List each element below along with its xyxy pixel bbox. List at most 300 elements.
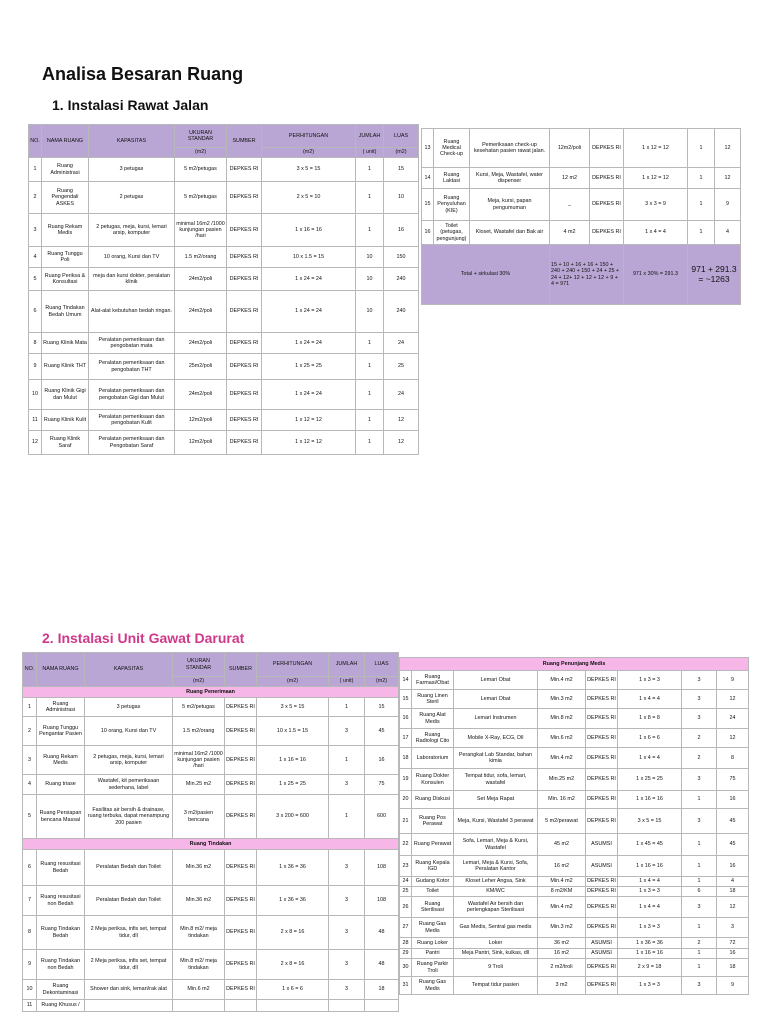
cell-luas: 150	[384, 247, 419, 268]
cell-no: 12	[29, 431, 42, 455]
cell-sumber: DEPKES RI	[227, 380, 262, 410]
table-row	[400, 834, 749, 856]
cell-no: 21	[400, 809, 412, 834]
total-sirkulasi: 971 x 30% = 291.3	[624, 245, 688, 305]
cell-nama: Ruang Klinik Mata	[42, 333, 89, 354]
cell-luas: 4	[715, 221, 741, 245]
rawat-jalan-table-continued	[421, 128, 741, 305]
cell-sumber: ASUMSI	[586, 938, 618, 949]
cell-no: 2	[29, 182, 42, 214]
cell-jumlah: 1	[682, 949, 717, 959]
cell-luas: 16	[717, 856, 749, 877]
cell-perhitungan: 1 x 4 = 4	[618, 897, 682, 918]
cell-luas: 15	[384, 158, 419, 182]
cell-sumber: DEPKES RI	[225, 886, 257, 916]
cell-luas: 18	[717, 959, 749, 977]
cell-kapasitas: KM/WC	[454, 887, 538, 897]
cell-ukuran: 3 m2	[538, 977, 586, 995]
cell-sumber: DEPKES RI	[225, 980, 257, 1000]
cell-perhitungan: 3 x 5 = 15	[618, 809, 682, 834]
cell-jumlah: 1	[682, 959, 717, 977]
cell-ukuran: minimal 16m2 /1000 kunjungan pasien /hari	[175, 214, 227, 247]
cell-jumlah: 1	[688, 221, 715, 245]
cell-luas	[365, 1000, 399, 1012]
cell-nama: Ruang Klinik THT	[42, 354, 89, 380]
cell-sumber: ASUMSI	[586, 834, 618, 856]
cell-sumber: DEPKES RI	[586, 977, 618, 995]
cell-jumlah: 3	[329, 717, 365, 746]
cell-luas: 16	[365, 746, 399, 775]
cell-ukuran: Min. 16 m2	[538, 791, 586, 809]
cell-kapasitas: Loker	[454, 938, 538, 949]
cell-jumlah: 1	[329, 795, 365, 839]
cell-perhitungan: 1 x 3 = 3	[618, 918, 682, 938]
cell-luas: 108	[365, 850, 399, 886]
cell-kapasitas: 2 Meja periksa, infis set, tempat tidur, dll	[85, 950, 173, 980]
table-row	[29, 268, 419, 291]
cell-ukuran: Min.3 m2	[538, 918, 586, 938]
cell-kapasitas: Meja, kursi, papan pengumuman	[470, 189, 550, 221]
cell-ukuran: Min.25 m2	[538, 769, 586, 791]
cell-ukuran: _	[550, 189, 590, 221]
cell-luas: 12	[715, 129, 741, 168]
cell-jumlah: 1	[356, 333, 384, 354]
cell-nama: Toilet (petugas, pengunjung)	[434, 221, 470, 245]
cell-nama: Ruang Medical Check-up	[434, 129, 470, 168]
cell-nama: Ruang Klinik Gigi dan Mulut	[42, 380, 89, 410]
col-nama: NAMA RUANG	[37, 653, 85, 687]
cell-perhitungan: 1 x 12 = 12	[262, 410, 356, 431]
cell-jumlah: 6	[682, 887, 717, 897]
cell-luas: 24	[384, 333, 419, 354]
cell-ukuran: 5 m2/perawat	[538, 809, 586, 834]
cell-sumber: DEPKES RI	[586, 877, 618, 887]
cell-perhitungan: 1 x 24 = 24	[262, 333, 356, 354]
cell-luas: 10	[384, 182, 419, 214]
page-title: Analisa Besaran Ruang	[42, 64, 244, 84]
cell-nama: Ruang Gas Medis	[412, 918, 454, 938]
cell-perhitungan: 3 x 3 = 9	[624, 189, 688, 221]
col-jumlah: JUMLAH	[356, 125, 384, 148]
cell-sumber: DEPKES RI	[586, 769, 618, 791]
cell-ukuran: 5 m2/petugas	[175, 158, 227, 182]
cell-kapasitas: Peralatan pemeriksaan dan pengobatan Gigi dan Mulut	[89, 380, 175, 410]
table-row	[400, 791, 749, 809]
cell-luas: 240	[384, 291, 419, 333]
cell-sumber: DEPKES RI	[586, 690, 618, 709]
cell-no: 22	[400, 834, 412, 856]
table-row	[400, 977, 749, 995]
table-row	[400, 938, 749, 949]
cell-ukuran: 16 m2	[538, 949, 586, 959]
cell-sumber: DEPKES RI	[227, 333, 262, 354]
table-row	[29, 380, 419, 410]
cell-kapasitas: Peralatan pemeriksaan dan Pengobatan Saraf	[89, 431, 175, 455]
cell-no: 5	[23, 795, 37, 839]
cell-ukuran: Min.36 m2	[173, 850, 225, 886]
cell-luas: 48	[365, 916, 399, 950]
cell-jumlah: 1	[688, 189, 715, 221]
cell-kapasitas: Peralatan Bedah dan Toilet	[85, 886, 173, 916]
cell-jumlah: 3	[329, 886, 365, 916]
cell-nama: Ruang triase	[37, 775, 85, 795]
cell-jumlah: 1	[329, 746, 365, 775]
cell-jumlah: 3	[682, 769, 717, 791]
table-row	[23, 1000, 399, 1012]
cell-ukuran: 1.5 m2/orang	[173, 717, 225, 746]
cell-perhitungan: 2 x 5 = 10	[262, 182, 356, 214]
cell-nama: Ruang Parkir Troli	[412, 959, 454, 977]
cell-sumber: DEPKES RI	[586, 671, 618, 690]
col-kapasitas: KAPASITAS	[89, 125, 175, 158]
ugd-penunjang-table	[399, 657, 749, 995]
cell-kapasitas: Shower dan sink, lemari/rak alat	[85, 980, 173, 1000]
cell-kapasitas: 10 orang, Kursi dan TV	[89, 247, 175, 268]
cell-jumlah: 1	[688, 129, 715, 168]
cell-sumber: DEPKES RI	[586, 709, 618, 729]
cell-ukuran: minimal 16m2 /1000 kunjungan pasien /hari	[173, 746, 225, 775]
cell-nama: Ruang Radiologi Cito	[412, 729, 454, 748]
section-rawat-jalan-title: 1. Instalasi Rawat Jalan	[52, 97, 209, 113]
cell-no: 25	[400, 887, 412, 897]
table-row	[400, 769, 749, 791]
cell-perhitungan: 1 x 6 = 6	[618, 729, 682, 748]
cell-sumber: DEPKES RI	[225, 916, 257, 950]
cell-ukuran: Min.4 m2	[538, 671, 586, 690]
cell-luas: 12	[384, 431, 419, 455]
cell-sumber: DEPKES RI	[586, 729, 618, 748]
cell-perhitungan: 1 x 16 = 16	[618, 791, 682, 809]
cell-jumlah: 1	[682, 856, 717, 877]
cell-kapasitas: Fasilitas air bersih & drainase, ruang terbuka, dapat menampung 200 pasien	[85, 795, 173, 839]
cell-jumlah: 3	[682, 690, 717, 709]
cell-ukuran: 24m2/poli	[175, 291, 227, 333]
cell-ukuran: 5 m2/petugas	[175, 182, 227, 214]
cell-perhitungan: 3 x 200 = 600	[257, 795, 329, 839]
cell-jumlah: 3	[329, 916, 365, 950]
rawat-jalan-table	[28, 124, 419, 455]
cell-ukuran: 36 m2	[538, 938, 586, 949]
cell-sumber	[225, 1000, 257, 1012]
cell-kapasitas: Pemeriksaan check-up kesehatan pasien rawat jalan.	[470, 129, 550, 168]
cell-no: 1	[23, 698, 37, 717]
cell-no: 15	[400, 690, 412, 709]
cell-sumber: DEPKES RI	[586, 897, 618, 918]
cell-perhitungan: 1 x 36 = 36	[257, 850, 329, 886]
cell-kapasitas: Kloset, Wastafel dan Bak air	[470, 221, 550, 245]
table-row	[23, 886, 399, 916]
cell-jumlah: 1	[356, 431, 384, 455]
cell-nama: Ruang resusitasi Bedah	[37, 850, 85, 886]
cell-sumber: DEPKES RI	[586, 809, 618, 834]
cell-jumlah: 2	[682, 748, 717, 769]
col-nama: NAMA RUANG	[42, 125, 89, 158]
cell-ukuran: 25m2/poli	[175, 354, 227, 380]
cell-kapasitas: Wastafel Air bersih dan perlengkapan Sterilisasi	[454, 897, 538, 918]
table-row	[400, 959, 749, 977]
cell-jumlah: 3	[682, 809, 717, 834]
cell-no: 30	[400, 959, 412, 977]
cell-sumber: DEPKES RI	[227, 431, 262, 455]
cell-no: 17	[400, 729, 412, 748]
cell-jumlah: 1	[356, 380, 384, 410]
cell-no: 8	[29, 333, 42, 354]
cell-no: 23	[400, 856, 412, 877]
cell-jumlah: 3	[682, 977, 717, 995]
table-row	[29, 247, 419, 268]
col-sumber: SUMBER	[227, 125, 262, 158]
cell-sumber: DEPKES RI	[586, 748, 618, 769]
cell-kapasitas: Gas Medis, Sentral gas medis	[454, 918, 538, 938]
col-jumlah-unit: ( unit)	[356, 148, 384, 158]
cell-ukuran: 16 m2	[538, 856, 586, 877]
cell-kapasitas: Meja, Kursi, Wastafel 3 perawat	[454, 809, 538, 834]
table-row	[400, 918, 749, 938]
cell-perhitungan: 1 x 16 = 16	[618, 856, 682, 877]
cell-kapasitas: Kursi, Meja, Wastafel, water dispenser	[470, 168, 550, 189]
cell-no: 7	[23, 886, 37, 916]
cell-sumber: DEPKES RI	[225, 775, 257, 795]
cell-sumber: DEPKES RI	[227, 410, 262, 431]
cell-perhitungan: 1 x 16 = 16	[618, 949, 682, 959]
cell-nama: Ruang Farmasi/Obat	[412, 671, 454, 690]
total-sum: 15 + 10 + 16 + 16 + 150 + 240 + 240 + 150 + 24 + 25 + 24 + 12+ 12 + 12 + 12 + 9 + 4 = 971	[550, 245, 624, 305]
cell-perhitungan: 2 x 9 = 18	[618, 959, 682, 977]
cell-kapasitas: 3 petugas	[85, 698, 173, 717]
cell-sumber: DEPKES RI	[225, 850, 257, 886]
group-penerimaan: Ruang Penerimaan	[23, 687, 399, 698]
cell-sumber: DEPKES RI	[227, 268, 262, 291]
cell-nama: Ruang Rekam Medis	[37, 746, 85, 775]
cell-sumber: DEPKES RI	[590, 168, 624, 189]
total-result: 971 + 291.3 = ~1263	[688, 245, 741, 305]
cell-sumber: DEPKES RI	[586, 887, 618, 897]
cell-kapasitas: Perangkat Lab Standar, bahan kimia	[454, 748, 538, 769]
cell-kapasitas	[85, 1000, 173, 1012]
cell-sumber: DEPKES RI	[225, 950, 257, 980]
cell-perhitungan: 1 x 6 = 6	[257, 980, 329, 1000]
cell-sumber: DEPKES RI	[586, 791, 618, 809]
cell-jumlah: 3	[329, 980, 365, 1000]
cell-sumber: ASUMSI	[586, 949, 618, 959]
cell-no: 15	[422, 189, 434, 221]
cell-ukuran	[173, 1000, 225, 1012]
cell-ukuran: Min.36 m2	[173, 886, 225, 916]
cell-perhitungan: 1 x 45 = 45	[618, 834, 682, 856]
cell-kapasitas: Tempat tidur, sofa, lemari, wastafel	[454, 769, 538, 791]
cell-no: 10	[23, 980, 37, 1000]
table-row	[400, 897, 749, 918]
cell-ukuran: 4 m2	[550, 221, 590, 245]
cell-no: 14	[400, 671, 412, 690]
cell-perhitungan: 1 x 36 = 36	[257, 886, 329, 916]
col-perhitungan: PERHITUNGAN	[257, 653, 329, 677]
cell-nama: Ruang Pengendali ASKES	[42, 182, 89, 214]
cell-perhitungan: 1 x 36 = 36	[618, 938, 682, 949]
cell-nama: Ruang Perawat	[412, 834, 454, 856]
cell-ukuran: Min.4 m2	[538, 877, 586, 887]
cell-ukuran: Min.8 m2/ meja tindakan	[173, 950, 225, 980]
table-row	[422, 168, 741, 189]
cell-kapasitas: 3 petugas	[89, 158, 175, 182]
cell-perhitungan: 1 x 3 = 3	[618, 671, 682, 690]
cell-no: 19	[400, 769, 412, 791]
cell-no: 28	[400, 938, 412, 949]
cell-nama: Ruang Dokter Konsulen	[412, 769, 454, 791]
cell-kapasitas: 9 Troli	[454, 959, 538, 977]
cell-luas: 48	[365, 950, 399, 980]
cell-sumber: DEPKES RI	[590, 129, 624, 168]
cell-luas: 75	[365, 775, 399, 795]
cell-no: 11	[29, 410, 42, 431]
cell-kapasitas: 2 Meja periksa, infis set, tempat tidur, dll	[85, 916, 173, 950]
cell-nama: Ruang Loker	[412, 938, 454, 949]
cell-no: 29	[400, 949, 412, 959]
cell-perhitungan: 1 x 12 = 12	[262, 431, 356, 455]
cell-kapasitas: Peralatan pemeriksaan dan pengobatan THT	[89, 354, 175, 380]
cell-kapasitas: Peralatan pemeriksaan dan pengobatan mata	[89, 333, 175, 354]
cell-kapasitas: Tempat tidur pasien	[454, 977, 538, 995]
table-row	[23, 795, 399, 839]
table-row	[400, 690, 749, 709]
col-luas: LUAS	[365, 653, 399, 677]
col-ukuran: UKURAN STANDAR	[175, 125, 227, 148]
cell-nama: Ruang Periksa & Konsultasi	[42, 268, 89, 291]
cell-ukuran: 24m2/poli	[175, 380, 227, 410]
cell-sumber: DEPKES RI	[227, 354, 262, 380]
table-row	[29, 158, 419, 182]
cell-ukuran: 12m2/poli	[175, 410, 227, 431]
cell-no: 6	[23, 850, 37, 886]
cell-perhitungan: 1 x 8 = 8	[618, 709, 682, 729]
cell-ukuran: Min.6 m2	[538, 729, 586, 748]
table-row	[23, 980, 399, 1000]
cell-perhitungan: 1 x 25 = 25	[262, 354, 356, 380]
total-row	[422, 245, 741, 305]
cell-luas: 25	[384, 354, 419, 380]
cell-ukuran: 45 m2	[538, 834, 586, 856]
col-no: NO.	[29, 125, 42, 158]
cell-perhitungan	[257, 1000, 329, 1012]
cell-ukuran: Min.6 m2	[173, 980, 225, 1000]
table-row	[23, 850, 399, 886]
cell-no: 11	[23, 1000, 37, 1012]
cell-nama: Ruang Linen Steril	[412, 690, 454, 709]
cell-nama: Ruang Tindakan non Bedah	[37, 950, 85, 980]
cell-jumlah: 3	[682, 671, 717, 690]
cell-luas: 24	[384, 380, 419, 410]
cell-ukuran: Min.4 m2	[538, 748, 586, 769]
cell-ukuran: 12m2/poli	[550, 129, 590, 168]
cell-ukuran: 12m2/poli	[175, 431, 227, 455]
cell-nama: Ruang Administrasi	[42, 158, 89, 182]
cell-luas: 12	[384, 410, 419, 431]
cell-perhitungan: 3 x 5 = 15	[262, 158, 356, 182]
cell-nama: Ruang Administrasi	[37, 698, 85, 717]
cell-no: 14	[422, 168, 434, 189]
cell-luas: 9	[715, 189, 741, 221]
cell-nama: Ruang Penyuluhan (KIE)	[434, 189, 470, 221]
table-row	[400, 809, 749, 834]
cell-sumber: DEPKES RI	[590, 189, 624, 221]
cell-ukuran: Min.3 m2	[538, 690, 586, 709]
cell-no: 20	[400, 791, 412, 809]
cell-perhitungan: 10 x 1.5 = 15	[257, 717, 329, 746]
table-row	[23, 717, 399, 746]
cell-jumlah: 1	[356, 182, 384, 214]
cell-jumlah: 10	[356, 291, 384, 333]
cell-luas: 18	[717, 887, 749, 897]
cell-ukuran: 2 m2/troli	[538, 959, 586, 977]
cell-kapasitas: Mobile X-Ray, ECG, Dll	[454, 729, 538, 748]
cell-luas: 12	[717, 729, 749, 748]
cell-no: 2	[23, 717, 37, 746]
col-perhitungan-unit: (m2)	[262, 148, 356, 158]
table-row	[400, 671, 749, 690]
cell-perhitungan: 1 x 4 = 4	[618, 877, 682, 887]
cell-jumlah: 1	[688, 168, 715, 189]
cell-jumlah: 1	[682, 877, 717, 887]
cell-perhitungan: 1 x 12 = 12	[624, 168, 688, 189]
cell-jumlah: 1	[356, 158, 384, 182]
cell-luas: 8	[717, 748, 749, 769]
section-ugd-title: 2. Instalasi Unit Gawat Darurat	[42, 630, 245, 646]
cell-luas: 16	[717, 949, 749, 959]
cell-luas: 3	[717, 918, 749, 938]
col-kapasitas: KAPASITAS	[85, 653, 173, 687]
cell-kapasitas: Peralatan pemeriksaan dan pengobatan Kulit	[89, 410, 175, 431]
cell-luas: 12	[717, 690, 749, 709]
cell-no: 18	[400, 748, 412, 769]
cell-nama: Ruang Klinik Kulit	[42, 410, 89, 431]
cell-ukuran: Min.8 m2	[538, 709, 586, 729]
cell-nama: Ruang Dekontaminasi	[37, 980, 85, 1000]
cell-jumlah: 1	[682, 834, 717, 856]
cell-perhitungan: 1 x 4 = 4	[618, 748, 682, 769]
cell-kapasitas: Peralatan Bedah dan Toilet	[85, 850, 173, 886]
cell-no: 13	[422, 129, 434, 168]
cell-jumlah: 1	[356, 410, 384, 431]
table-row	[29, 354, 419, 380]
cell-nama: Ruang Tunggu Pengantar Pasien	[37, 717, 85, 746]
cell-no: 26	[400, 897, 412, 918]
cell-nama: Ruang Kepala IGD	[412, 856, 454, 877]
cell-no: 10	[29, 380, 42, 410]
col-ukuran-unit: (m2)	[175, 148, 227, 158]
cell-jumlah: 3	[329, 775, 365, 795]
cell-sumber: DEPKES RI	[225, 795, 257, 839]
cell-kapasitas: Lemari, Meja & Kursi, Sofa, Peralatan Kantor	[454, 856, 538, 877]
cell-luas: 16	[384, 214, 419, 247]
cell-ukuran: 24m2/poli	[175, 268, 227, 291]
group-penunjang: Ruang Penunjang Medis	[400, 658, 749, 671]
cell-luas: 600	[365, 795, 399, 839]
table-row	[23, 950, 399, 980]
cell-no: 1	[29, 158, 42, 182]
table-row	[400, 856, 749, 877]
table-row	[400, 748, 749, 769]
col-luas-unit: (m2)	[365, 677, 399, 687]
cell-jumlah: 3	[329, 950, 365, 980]
cell-jumlah: 1	[682, 791, 717, 809]
cell-ukuran: 12 m2	[550, 168, 590, 189]
cell-perhitungan: 1 x 25 = 25	[257, 775, 329, 795]
col-luas-unit: (m2)	[384, 148, 419, 158]
cell-kapasitas: Lemari Instrumen	[454, 709, 538, 729]
cell-sumber: DEPKES RI	[227, 182, 262, 214]
cell-kapasitas: Kloset Leher Angsa, Sink	[454, 877, 538, 887]
cell-ukuran: 8 m2/KM	[538, 887, 586, 897]
